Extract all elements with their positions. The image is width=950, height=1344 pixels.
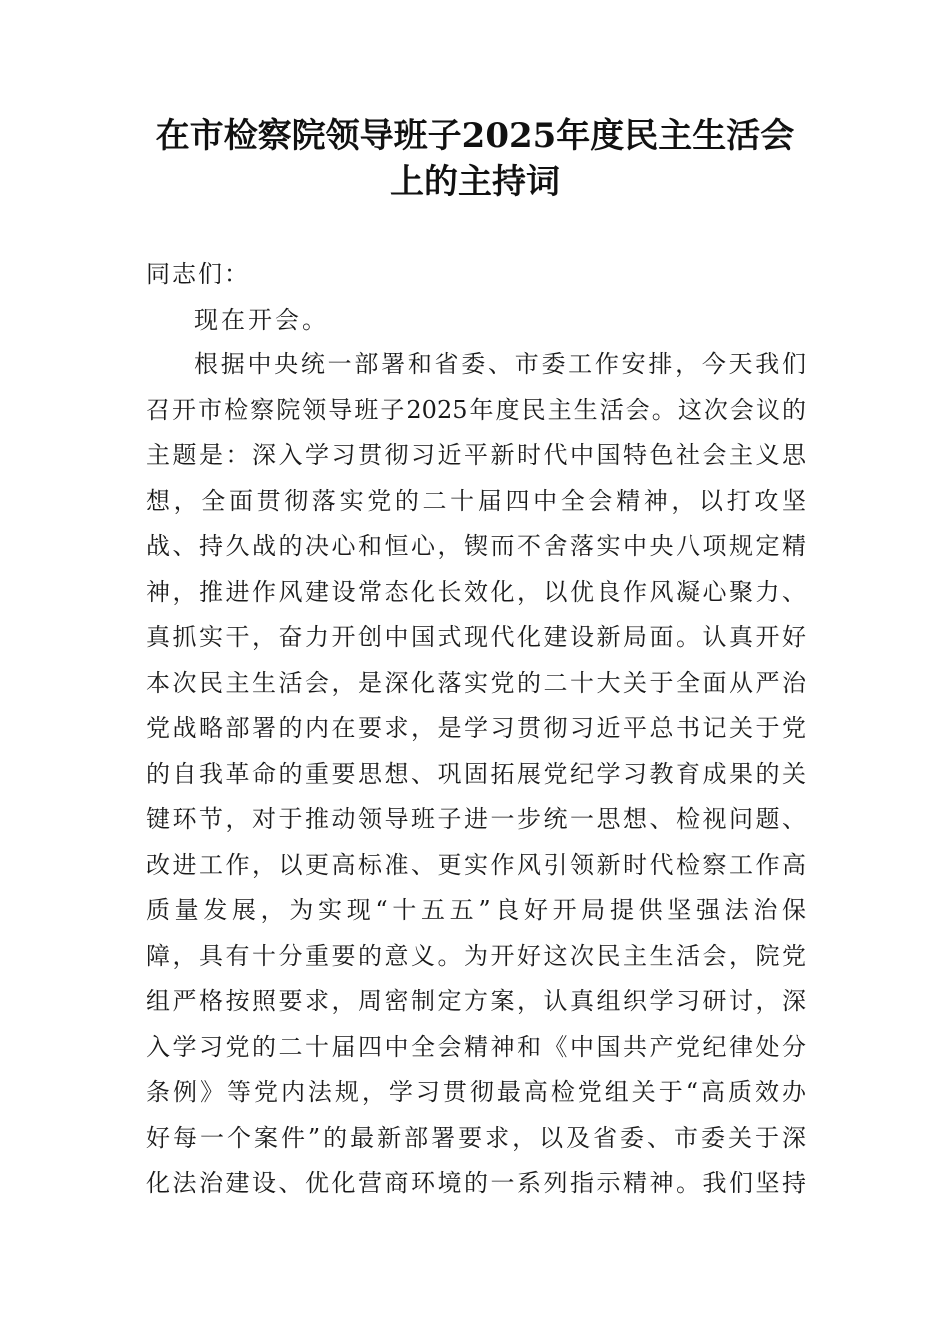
document-title-line-1: 在市检察院领导班子2025年度民主生活会 [155, 116, 795, 156]
body-line: 真抓实干，奋力开创中国式现代化建设新局面。认真开好 [146, 623, 806, 651]
document-title-line-2: 上的主持词 [390, 162, 560, 202]
body-line: 改进工作，以更高标准、更实作风引领新时代检察工作高 [146, 851, 806, 879]
body-line: 组严格按照要求，周密制定方案，认真组织学习研讨，深 [146, 987, 806, 1015]
greeting: 同志们： [146, 260, 250, 288]
body-line: 本次民主生活会，是深化落实党的二十大关于全面从严治 [146, 669, 806, 697]
body-line: 神，推进作风建设常态化长效化，以优良作风凝心聚力、 [146, 578, 806, 606]
body-line: 质量发展，为实现“十五五”良好开局提供坚强法治保 [146, 896, 806, 924]
body-line: 召开市检察院领导班子2025年度民主生活会。这次会议的 [146, 396, 806, 424]
body-line: 党战略部署的内在要求，是学习贯彻习近平总书记关于党 [146, 714, 806, 742]
body-line: 化法治建设、优化营商环境的一系列指示精神。我们坚持 [146, 1169, 806, 1197]
body-line: 主题是：深入学习贯彻习近平新时代中国特色社会主义思 [146, 441, 806, 469]
body-line: 想，全面贯彻落实党的二十届四中全会精神，以打攻坚 [146, 487, 806, 515]
opening-sentence: 现在开会。 [194, 306, 329, 334]
body-line: 入学习党的二十届四中全会精神和《中国共产党纪律处分 [146, 1033, 806, 1061]
body-line: 条例》等党内法规，学习贯彻最高检党组关于“高质效办 [146, 1078, 806, 1106]
body-line: 的自我革命的重要思想、巩固拓展党纪学习教育成果的关 [146, 760, 806, 788]
body-line: 好每一个案件”的最新部署要求，以及省委、市委关于深 [146, 1124, 806, 1152]
body-line: 根据中央统一部署和省委、市委工作安排，今天我们 [194, 350, 806, 378]
body-line: 障，具有十分重要的意义。为开好这次民主生活会，院党 [146, 942, 806, 970]
body-line: 战、持久战的决心和恒心，锲而不舍落实中央八项规定精 [146, 532, 806, 560]
body-line: 键环节，对于推动领导班子进一步统一思想、检视问题、 [146, 805, 806, 833]
